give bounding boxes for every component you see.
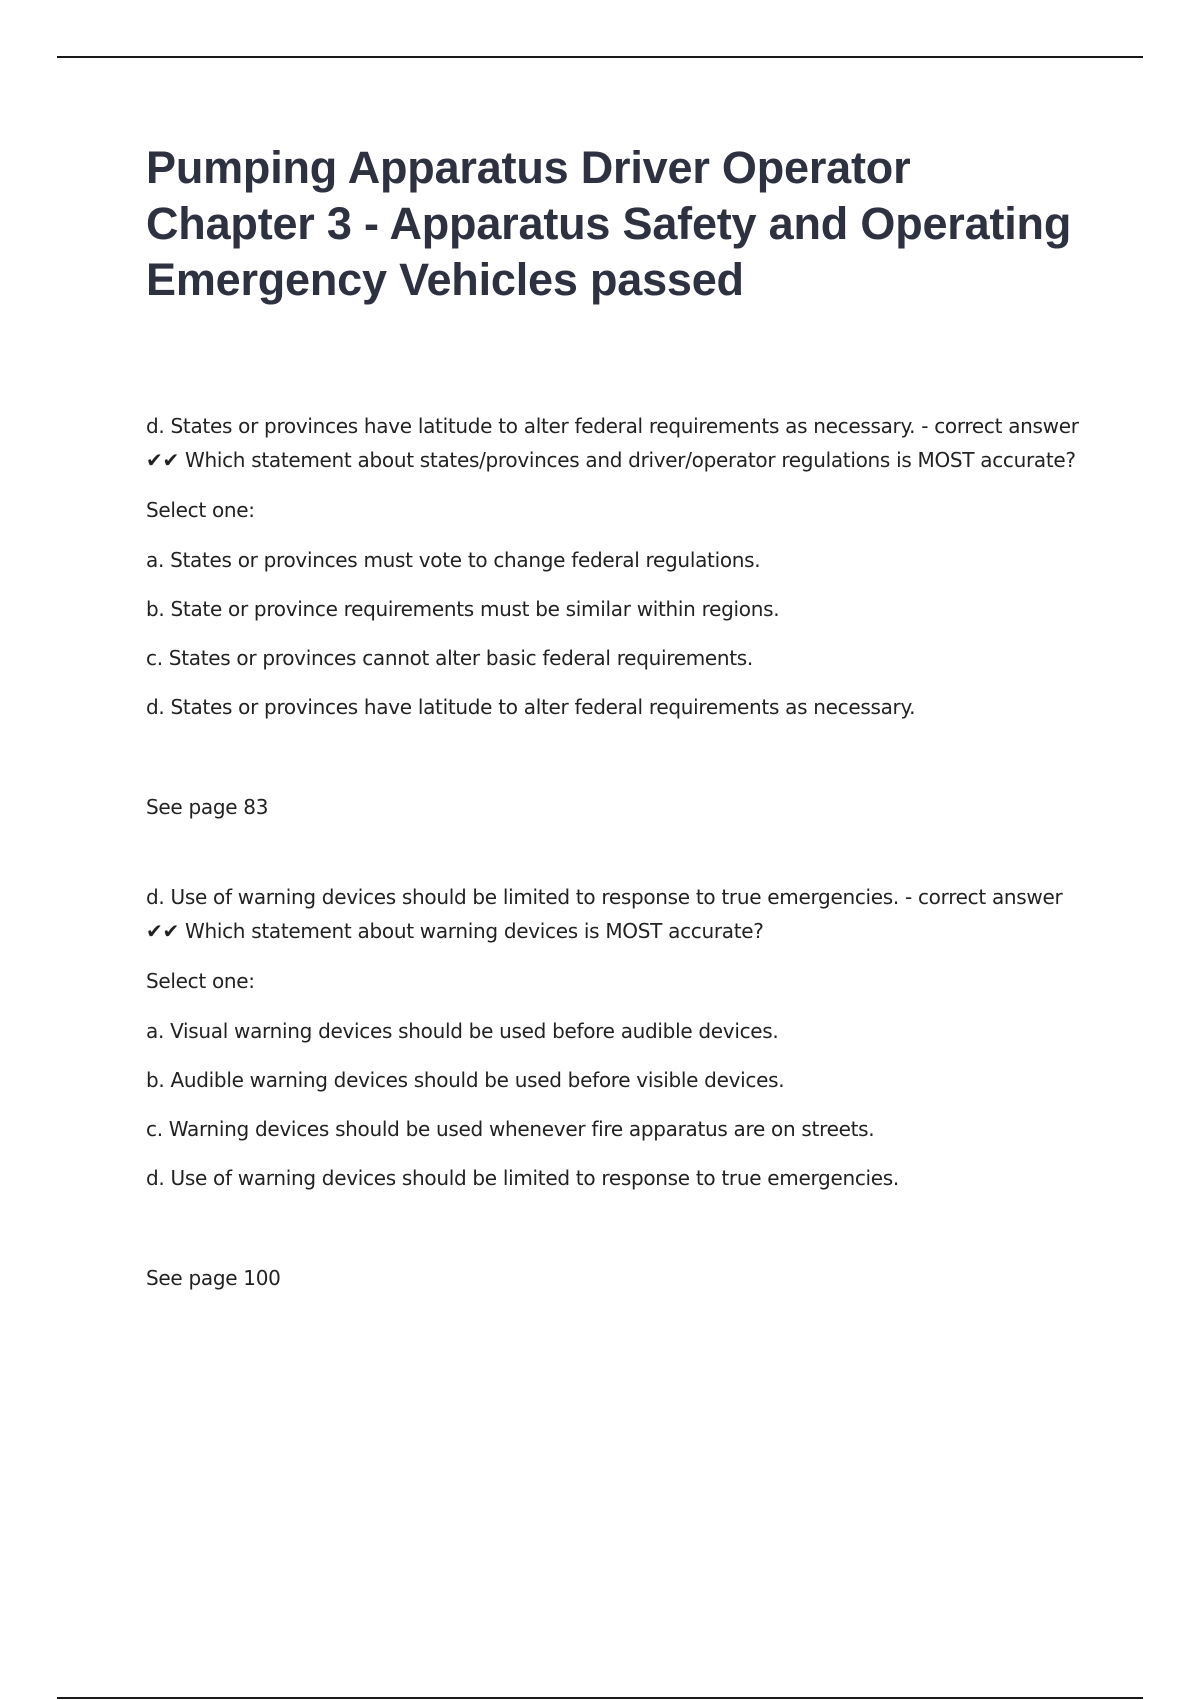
- answer-option-c: c. Warning devices should be used whenever fire apparatus are on streets.: [146, 1117, 875, 1141]
- document-body: [146, 140, 1086, 1295]
- answer-option-c: c. States or provinces cannot alter basic federal requirements.: [146, 646, 753, 670]
- select-one-label: Select one:: [146, 498, 255, 522]
- page-reference: See page 83: [146, 795, 269, 819]
- answer-option-d: d. Use of warning devices should be limited to response to true emergencies.: [146, 1166, 899, 1190]
- answer-option-b: b. Audible warning devices should be used before visible devices.: [146, 1068, 785, 1092]
- answer-option-b: b. State or province requirements must be similar within regions.: [146, 597, 780, 621]
- answer-option-a: a. States or provinces must vote to change federal regulations.: [146, 548, 761, 572]
- select-one-label: Select one:: [146, 969, 255, 993]
- page-reference: See page 100: [146, 1266, 281, 1290]
- top-rule: [57, 56, 1143, 58]
- question-stem: d. Use of warning devices should be limited to response to true emergencies. - correct answer ✔✔ Which statement about warning devices is MOST accurate?: [146, 885, 1063, 943]
- question-block-2: [146, 880, 1086, 1295]
- answer-option-d: d. States or provinces have latitude to alter federal requirements as necessary.: [146, 695, 916, 719]
- bottom-rule: [57, 1697, 1143, 1699]
- question-block-1: [146, 409, 1086, 824]
- question-list: [146, 409, 1086, 1295]
- document-title: Pumping Apparatus Driver Operator Chapter 3 - Apparatus Safety and Operating Emergency Vehicles passed: [146, 142, 1072, 305]
- question-stem: d. States or provinces have latitude to alter federal requirements as necessary. - correct answer ✔✔ Which statement about states/provinces and driver/operator regulations is MOST accurate?: [146, 414, 1079, 472]
- answer-option-a: a. Visual warning devices should be used before audible devices.: [146, 1019, 779, 1043]
